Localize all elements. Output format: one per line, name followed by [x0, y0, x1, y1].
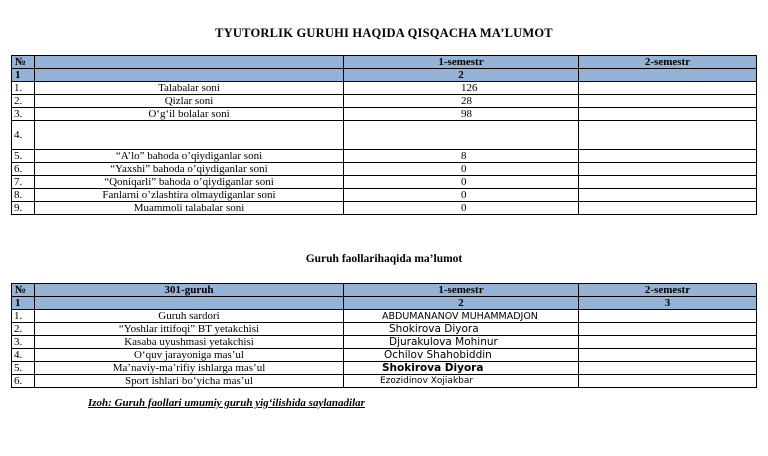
row-person: Shokirova Diyora — [344, 323, 579, 336]
row-role: Sport ishlari bo‘yicha mas’ul — [35, 375, 344, 388]
table-row — [12, 202, 757, 215]
subheader-label — [35, 69, 344, 82]
header-sem2: 2-semestr — [579, 284, 757, 297]
row-label: “Qoniqarli” bahoda o’qiydiganlar soni — [35, 176, 344, 189]
row-sem2 — [579, 121, 757, 150]
row-label: O‘g‘il bolalar soni — [35, 108, 344, 121]
row-num: 1. — [12, 82, 35, 95]
row-sem2 — [579, 310, 757, 323]
row-label: Muammoli talabalar soni — [35, 202, 344, 215]
page-title: TYUTORLIK GURUHI HAQIDA QISQACHA MA’LUMOT — [215, 26, 553, 40]
table-row — [12, 310, 757, 323]
header-sem1: 1-semestr — [344, 56, 579, 69]
row-person: Djurakulova Mohinur — [344, 336, 579, 349]
table-row — [12, 336, 757, 349]
row-sem2 — [579, 108, 757, 121]
table-row — [12, 95, 757, 108]
table-row — [12, 349, 757, 362]
table-row — [12, 82, 757, 95]
row-person: Shokirova Diyora — [344, 362, 579, 375]
header-num: № — [12, 284, 35, 297]
row-role: “Yoshlar ittifoqi” BT yetakchisi — [35, 323, 344, 336]
row-sem1: 0 — [344, 163, 579, 176]
row-sem2 — [579, 349, 757, 362]
table-subheader-row — [12, 297, 757, 310]
row-num: 4. — [12, 349, 35, 362]
subheader-sem2: 3 — [579, 297, 757, 310]
row-num: 4. — [12, 121, 35, 150]
row-sem2 — [579, 323, 757, 336]
table-row — [12, 108, 757, 121]
row-num: 5. — [12, 150, 35, 163]
row-label: Talabalar soni — [35, 82, 344, 95]
table-row — [12, 362, 757, 375]
table-header-row — [12, 284, 757, 297]
row-num: 5. — [12, 362, 35, 375]
row-sem1: 0 — [344, 202, 579, 215]
row-sem2 — [579, 176, 757, 189]
row-num: 8. — [12, 189, 35, 202]
row-num: 7. — [12, 176, 35, 189]
row-num: 6. — [12, 163, 35, 176]
row-sem1 — [344, 121, 579, 150]
row-sem2 — [579, 163, 757, 176]
row-role: Ma’naviy-ma’rifiy ishlarga mas’ul — [35, 362, 344, 375]
subheader-sem1: 2 — [344, 297, 579, 310]
row-sem2 — [579, 189, 757, 202]
row-sem2 — [579, 95, 757, 108]
row-sem2 — [579, 150, 757, 163]
row-label: “Yaxshi” bahoda o’qiydiganlar soni — [35, 163, 344, 176]
subheader-num: 1 — [12, 69, 35, 82]
footnote: Izoh: Guruh faollari umumiy guruh yig‘ilishida saylanadilar — [88, 397, 365, 409]
row-sem2 — [579, 82, 757, 95]
row-sem2 — [579, 362, 757, 375]
row-sem1: 126 — [344, 82, 579, 95]
row-person: ABDUMANANOV MUHAMMADJON — [344, 310, 579, 323]
header-num: № — [12, 56, 35, 69]
row-person: Ezozidinov Xojiakbar — [344, 375, 579, 388]
row-role: O‘quv jarayoniga mas’ul — [35, 349, 344, 362]
table-row — [12, 189, 757, 202]
table-header-row — [12, 56, 757, 69]
header-group: 301-guruh — [35, 284, 344, 297]
subheader-num: 1 — [12, 297, 35, 310]
subheader-sem2 — [579, 69, 757, 82]
row-role: Guruh sardori — [35, 310, 344, 323]
row-num: 2. — [12, 95, 35, 108]
table-subheader-row — [12, 69, 757, 82]
subheader-sem1: 2 — [344, 69, 579, 82]
row-sem1: 28 — [344, 95, 579, 108]
row-sem2 — [579, 202, 757, 215]
row-person: Ochilov Shahobiddin — [344, 349, 579, 362]
table-row — [12, 323, 757, 336]
row-num: 2. — [12, 323, 35, 336]
table-row — [12, 121, 757, 150]
row-num: 1. — [12, 310, 35, 323]
group-summary-table — [11, 55, 757, 215]
row-sem1: 98 — [344, 108, 579, 121]
row-role: Kasaba uyushmasi yetakchisi — [35, 336, 344, 349]
row-num: 6. — [12, 375, 35, 388]
row-sem1: 0 — [344, 176, 579, 189]
row-num: 3. — [12, 108, 35, 121]
table-row — [12, 375, 757, 388]
row-label: Fanlarni o’zlashtira olmaydiganlar soni — [35, 189, 344, 202]
row-num: 3. — [12, 336, 35, 349]
header-sem2: 2-semestr — [579, 56, 757, 69]
row-sem1: 8 — [344, 150, 579, 163]
row-label: Qizlar soni — [35, 95, 344, 108]
row-sem2 — [579, 375, 757, 388]
section-title: Guruh faollarihaqida ma’lumot — [305, 253, 463, 265]
table-row — [12, 176, 757, 189]
row-label: “A’lo” bahoda o’qiydiganlar soni — [35, 150, 344, 163]
row-sem1: 0 — [344, 189, 579, 202]
row-num: 9. — [12, 202, 35, 215]
header-sem1: 1-semestr — [344, 284, 579, 297]
table-row — [12, 150, 757, 163]
row-sem2 — [579, 336, 757, 349]
row-label — [35, 121, 344, 150]
group-activists-table — [11, 283, 757, 388]
header-label — [35, 56, 344, 69]
subheader-label — [35, 297, 344, 310]
table-row — [12, 163, 757, 176]
